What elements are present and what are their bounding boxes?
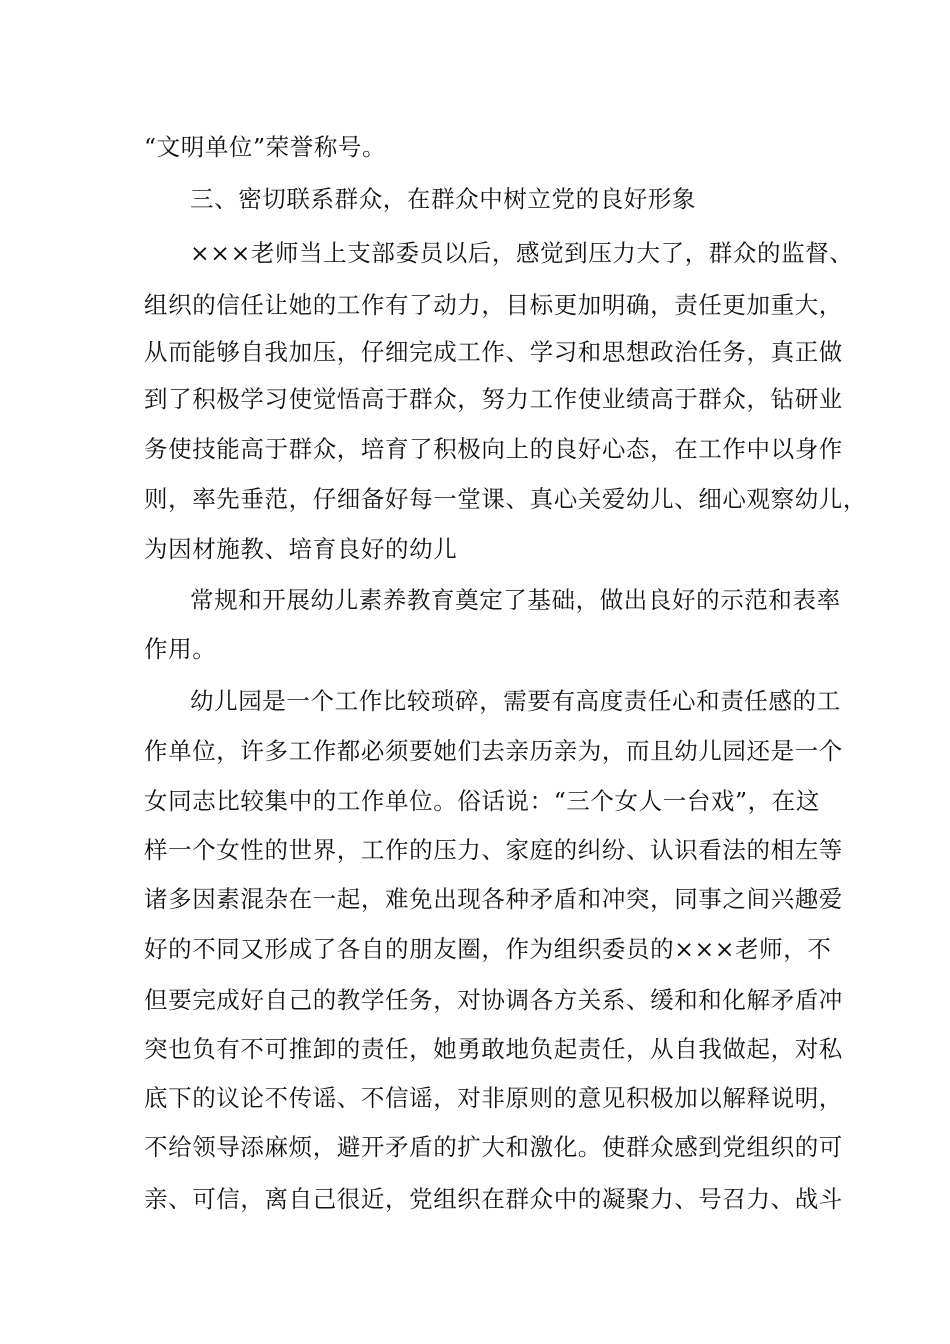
body-text-line: 但要完成好自己的教学任务，对协调各方关系、缓和和化解矛盾冲	[144, 986, 843, 1014]
body-text-line: 为因材施教、培育良好的幼儿	[144, 535, 458, 563]
body-text-line: 作单位，许多工作都必须要她们去亲历亲为，而且幼儿园还是一个	[144, 737, 843, 765]
body-text-line: 亲、可信，离自己很近，党组织在群众中的凝聚力、号召力、战斗	[144, 1185, 843, 1213]
body-text-line: 突也负有不可推卸的责任，她勇敢地负起责任，从自我做起，对私	[144, 1035, 843, 1063]
body-text-line: 样一个女性的世界，工作的压力、家庭的纠纷、认识看法的相左等	[144, 836, 843, 864]
body-text-line: 从而能够自我加压，仔细完成工作、学习和思想政治任务，真正做	[144, 338, 843, 366]
body-text-line: 务使技能高于群众，培育了积极向上的良好心态，在工作中以身作	[144, 435, 843, 463]
body-text-line: 不给领导添麻烦，避开矛盾的扩大和激化。使群众感到党组织的可	[144, 1133, 843, 1161]
body-text-line: 到了积极学习使觉悟高于群众，努力工作使业绩高于群众，钻研业	[144, 385, 843, 413]
body-text-line: 女同志比较集中的工作单位。俗话说：“三个女人一台戏”，在这	[144, 787, 820, 815]
body-text-line: 组织的信任让她的工作有了动力，目标更加明确，责任更加重大，	[144, 291, 843, 319]
body-text-line: 作用。	[144, 635, 217, 663]
body-text-line: “文明单位”荣誉称号。	[144, 133, 387, 161]
body-text-line: ×××老师当上支部委员以后，感觉到压力大了，群众的监督、	[190, 239, 854, 267]
body-text-line: 幼儿园是一个工作比较琐碎，需要有高度责任心和责任感的工	[190, 687, 841, 715]
body-text-line: 好的不同又形成了各自的朋友圈，作为组织委员的×××老师，不	[144, 935, 832, 963]
section-heading: 三、密切联系群众，在群众中树立党的良好形象	[190, 185, 697, 213]
body-text-line: 则，率先垂范，仔细备好每一堂课、真心关爱幼儿、细心观察幼儿，	[144, 485, 867, 513]
body-text-line: 常规和开展幼儿素养教育奠定了基础，做出良好的示范和表率	[190, 586, 841, 614]
body-text-line: 诸多因素混杂在一起，难免出现各种矛盾和冲突，同事之间兴趣爱	[144, 885, 843, 913]
body-text-line: 底下的议论不传谣、不信谣，对非原则的意见积极加以解释说明，	[144, 1084, 843, 1112]
